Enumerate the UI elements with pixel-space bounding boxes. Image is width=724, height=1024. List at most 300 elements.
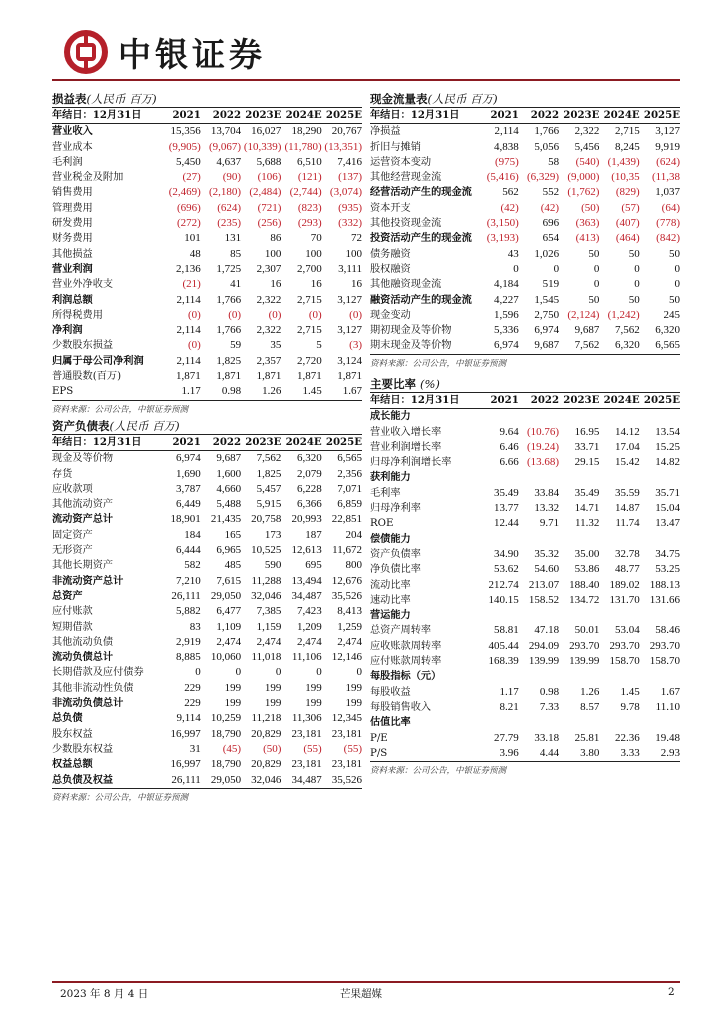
section-row xyxy=(370,470,680,485)
table-row xyxy=(52,665,362,680)
table-header-row xyxy=(370,393,680,409)
cell-value: 188.13 xyxy=(649,578,680,591)
cell-value: 0 xyxy=(513,262,519,275)
cell-value: 8.21 xyxy=(499,700,519,713)
cashflow-table xyxy=(370,108,680,355)
row-label: 净损益 xyxy=(370,126,401,138)
balance-table xyxy=(52,435,362,789)
cell-value: 8,245 xyxy=(614,140,640,153)
cell-value: 199 xyxy=(305,697,322,710)
cell-value: 0 xyxy=(553,262,560,275)
cell-value: 35.71 xyxy=(655,486,680,499)
cell-value: 5,915 xyxy=(256,498,282,511)
table-row xyxy=(52,528,362,543)
cell-value: 35.59 xyxy=(614,486,640,499)
cell-value: 11.32 xyxy=(575,517,600,530)
cell-value: 53.25 xyxy=(655,563,680,576)
row-label: ROE xyxy=(370,518,394,530)
cell-value: 10,525 xyxy=(251,544,282,557)
cell-value: 12,676 xyxy=(331,574,362,587)
cell-value: 53.86 xyxy=(574,563,600,576)
cell-value: 7,071 xyxy=(337,482,362,495)
cell-value: 134.72 xyxy=(569,593,600,606)
cell-value xyxy=(640,470,680,485)
cell-value: (540) xyxy=(575,155,600,168)
cell-value: 590 xyxy=(264,559,282,572)
cell-value: (11,780) xyxy=(284,140,322,153)
cell-value xyxy=(519,470,559,485)
cell-value: 50 xyxy=(669,247,680,260)
row-label: 管理费用 xyxy=(52,202,93,214)
cell-value: 654 xyxy=(542,232,560,245)
row-label: 流动比率 xyxy=(370,579,411,591)
cell-value xyxy=(479,470,519,485)
cell-value: 1.45 xyxy=(302,385,322,398)
section-row xyxy=(370,532,680,547)
cell-value: (829) xyxy=(615,186,640,199)
cell-value: 7.33 xyxy=(539,700,560,713)
cell-value: 34,487 xyxy=(291,589,322,602)
cell-value: 2,700 xyxy=(296,262,322,275)
table-row xyxy=(52,742,362,757)
row-label: 其他融资现金流 xyxy=(370,279,442,291)
table-header-row xyxy=(52,435,362,451)
cell-value: (10,35 xyxy=(611,171,640,184)
cell-value xyxy=(599,608,639,623)
cell-value: (624) xyxy=(656,155,680,168)
income-statement xyxy=(52,91,362,417)
cell-value: 25.81 xyxy=(574,731,600,744)
table-row xyxy=(52,277,362,292)
cell-value: 9,687 xyxy=(574,324,600,337)
cell-value: 184 xyxy=(184,528,201,541)
cell-value: 35.49 xyxy=(574,486,600,499)
table-row xyxy=(52,140,362,155)
cell-value: (3,074) xyxy=(329,186,362,199)
header-year: 2025E xyxy=(643,109,680,121)
cell-value xyxy=(640,715,680,730)
row-label: 净负债比率 xyxy=(370,564,421,576)
row-label: 营业利润 xyxy=(52,262,93,275)
cell-value: (363) xyxy=(575,217,600,230)
cell-value: 18,290 xyxy=(291,125,322,138)
cell-value: (935) xyxy=(338,201,362,214)
cell-value: 2,114 xyxy=(176,293,201,306)
table-row xyxy=(370,654,680,669)
cell-value: 34.75 xyxy=(655,547,680,560)
table-row xyxy=(370,201,680,216)
cell-value: (0) xyxy=(308,308,322,321)
cell-value: 16,997 xyxy=(170,727,201,740)
cell-value: 2,919 xyxy=(176,635,201,648)
cell-value: 13.54 xyxy=(655,425,680,438)
cell-value: (293) xyxy=(297,217,322,230)
cell-value: 47.18 xyxy=(534,624,560,637)
row-label: 流动资产总计 xyxy=(52,513,114,526)
cell-value: 0 xyxy=(235,666,242,679)
cell-value: 100 xyxy=(264,247,282,260)
cell-value: 100 xyxy=(305,247,322,260)
row-label: 运营资本变动 xyxy=(370,156,432,168)
cell-value: 29,050 xyxy=(210,589,242,602)
cell-value: 0.98 xyxy=(221,385,242,398)
row-label: 非流动负债总计 xyxy=(52,697,124,710)
cell-value: (823) xyxy=(297,201,322,214)
cell-value: 213.07 xyxy=(528,578,560,591)
cell-value: 10,060 xyxy=(210,651,242,664)
header-year: 2022 xyxy=(530,109,560,121)
cell-value: 6,965 xyxy=(216,544,242,557)
cell-value: (407) xyxy=(615,217,640,230)
row-label: 归母净利率 xyxy=(370,503,421,515)
cell-value: 26,111 xyxy=(171,589,201,602)
row-label: 总资产 xyxy=(52,589,83,602)
table-row xyxy=(370,185,680,200)
cell-value: 22,851 xyxy=(331,513,362,526)
cell-value: 32,046 xyxy=(251,589,282,602)
cell-value: 800 xyxy=(345,559,362,572)
cell-value: 35.00 xyxy=(574,547,600,560)
table-row xyxy=(52,589,362,604)
cell-value: 50 xyxy=(628,247,640,260)
table-row xyxy=(52,231,362,246)
table-row xyxy=(370,425,680,440)
cell-value: 582 xyxy=(184,559,201,572)
cell-value: 8,413 xyxy=(337,605,362,618)
row-label: 少数股东权益 xyxy=(52,743,114,755)
cell-value: (21) xyxy=(182,278,201,291)
table-row xyxy=(370,277,680,292)
cell-value: 2,720 xyxy=(296,354,322,367)
cell-value: 5 xyxy=(316,339,322,352)
cell-value: (0) xyxy=(228,308,242,321)
table-row xyxy=(52,451,362,467)
table-row xyxy=(52,482,362,497)
cell-value: 2,307 xyxy=(256,262,282,275)
row-label: 研发费用 xyxy=(52,218,93,230)
cell-value: 1,545 xyxy=(534,293,560,306)
cell-value xyxy=(599,669,639,684)
cell-value: 212.74 xyxy=(488,578,519,591)
cell-value: 158.52 xyxy=(528,593,560,606)
cell-value: 5,056 xyxy=(534,140,560,153)
cell-value: 6,320 xyxy=(296,452,322,465)
cell-value: (3) xyxy=(349,339,362,352)
cell-value: 1,871 xyxy=(337,370,362,383)
cell-value: (721) xyxy=(257,201,282,214)
row-label: 无形资产 xyxy=(52,545,93,557)
table-row xyxy=(52,201,362,216)
cell-value: 6,974 xyxy=(534,324,560,337)
cell-value: 6,974 xyxy=(494,339,519,352)
cell-value xyxy=(559,715,599,730)
balance-title: 资产负债表(人民币 百万) xyxy=(52,418,362,435)
cell-value: 8,885 xyxy=(176,651,201,664)
row-label: 现金变动 xyxy=(370,309,411,321)
cell-value: 34.90 xyxy=(494,547,519,560)
cell-value: 35,526 xyxy=(331,773,362,786)
table-row xyxy=(52,558,362,573)
cell-value: 5,336 xyxy=(494,324,519,337)
row-label: 其他损益 xyxy=(52,248,93,260)
cell-value: 552 xyxy=(542,186,560,199)
cell-value: (90) xyxy=(222,171,242,184)
table-row xyxy=(52,696,362,711)
cell-value: 1,871 xyxy=(296,370,322,383)
cell-value: 6,444 xyxy=(176,544,201,557)
header-year: 2022 xyxy=(530,394,560,406)
table-row xyxy=(52,757,362,772)
row-label: 权益总额 xyxy=(52,758,93,771)
cell-value: 4,660 xyxy=(216,482,242,495)
row-label: 营业外净收支 xyxy=(52,279,114,291)
cell-value: 1,871 xyxy=(256,370,282,383)
row-label: 估值比率 xyxy=(370,716,411,729)
cell-value xyxy=(559,532,599,547)
row-label: 毛利润 xyxy=(52,156,83,168)
cell-value: 11,288 xyxy=(251,574,282,587)
cell-value: 1,690 xyxy=(176,467,201,480)
table-row xyxy=(370,170,680,185)
table-row xyxy=(370,216,680,231)
row-label: 股东权益 xyxy=(52,728,93,740)
table-row xyxy=(370,338,680,354)
header-label: 年结日：12月31日 xyxy=(52,109,142,121)
cell-value: 100 xyxy=(345,247,362,260)
cell-value: 15.25 xyxy=(655,440,680,453)
cell-value: 53.62 xyxy=(494,563,519,576)
cell-value: 131 xyxy=(224,232,242,245)
cell-value: 1,159 xyxy=(256,620,282,633)
table-row xyxy=(52,124,362,140)
table-row xyxy=(370,124,680,140)
cell-value: 7,562 xyxy=(256,452,282,465)
cell-value: 59 xyxy=(230,339,242,352)
table-row xyxy=(370,155,680,170)
cell-value: 54.60 xyxy=(534,563,560,576)
cell-value: 199 xyxy=(264,697,282,710)
cell-value: 53.04 xyxy=(614,624,640,637)
cell-value: (3,193) xyxy=(486,232,519,245)
table-row xyxy=(52,650,362,665)
cell-value: (42) xyxy=(540,201,560,214)
cell-value: 11,306 xyxy=(291,712,322,725)
cell-value xyxy=(559,409,599,425)
cell-value: 20,758 xyxy=(251,513,282,526)
cell-value: 16.95 xyxy=(574,425,600,438)
table-row xyxy=(370,516,680,531)
cell-value: 11.10 xyxy=(655,700,680,713)
cell-value: 0 xyxy=(634,278,640,291)
cell-value: 31 xyxy=(189,742,201,755)
cell-value xyxy=(519,532,559,547)
cell-value: 2,474 xyxy=(256,635,282,648)
cell-value: 405.44 xyxy=(488,639,519,652)
row-label: 营业收入 xyxy=(52,125,93,138)
cell-value: 1,109 xyxy=(216,620,242,633)
cell-value: 5,450 xyxy=(176,155,201,168)
cell-value: 6,449 xyxy=(176,498,201,511)
cell-value: 0 xyxy=(316,666,322,679)
cell-value: (50) xyxy=(263,742,282,755)
table-header-row xyxy=(370,108,680,124)
row-label: 现金及等价物 xyxy=(52,453,114,465)
cell-value: 0.98 xyxy=(539,685,560,698)
row-label: EPS xyxy=(52,386,74,398)
table-row xyxy=(370,746,680,762)
row-label: 应收款项 xyxy=(52,483,93,495)
row-label: 短期借款 xyxy=(52,621,93,633)
row-label: 其他流动资产 xyxy=(52,499,114,511)
section-row xyxy=(370,409,680,425)
cell-value: 20,993 xyxy=(291,513,322,526)
cell-value xyxy=(559,669,599,684)
cell-value: 33.84 xyxy=(534,486,560,499)
cell-value xyxy=(519,669,559,684)
table-row xyxy=(52,185,362,200)
cell-value: 1,725 xyxy=(216,262,242,275)
cell-value: 1,026 xyxy=(534,247,560,260)
cell-value: (2,744) xyxy=(289,186,322,199)
cell-value: 165 xyxy=(224,528,242,541)
table-row xyxy=(370,293,680,308)
row-label: 其他长期资产 xyxy=(52,560,114,572)
cell-value: 188.40 xyxy=(569,578,600,591)
cell-value: 3,127 xyxy=(337,324,362,337)
cell-value: 293.70 xyxy=(649,639,680,652)
cell-value: 3,787 xyxy=(176,482,201,495)
cell-value: 13.77 xyxy=(494,502,519,515)
row-label: 总资产周转率 xyxy=(370,625,432,637)
cell-value: 11,018 xyxy=(251,651,282,664)
cell-value: 131.66 xyxy=(649,593,680,606)
table-row xyxy=(52,620,362,635)
cell-value: (413) xyxy=(575,232,600,245)
row-label: 营业成本 xyxy=(52,141,93,153)
cell-value: 23,181 xyxy=(291,758,322,771)
header-year: 2022 xyxy=(212,436,242,448)
cell-value: 1,037 xyxy=(655,186,680,199)
cell-value: (2,484) xyxy=(249,186,282,199)
footer-date: 2023 年 8 月 4 日 xyxy=(60,988,149,1000)
cell-value: (50) xyxy=(581,201,600,214)
cell-value: 245 xyxy=(663,308,680,321)
cell-value: (235) xyxy=(217,217,242,230)
cell-value: (0) xyxy=(268,308,282,321)
row-label: 归属于母公司净利润 xyxy=(52,354,144,367)
table-row xyxy=(52,155,362,170)
cell-value: (13.68) xyxy=(527,456,560,469)
cell-value: (0) xyxy=(187,339,201,352)
cell-value: 3.96 xyxy=(499,746,519,759)
row-label: 应付账款 xyxy=(52,606,93,618)
cell-value: 11.74 xyxy=(615,517,640,530)
table-row xyxy=(52,635,362,650)
row-label: 成长能力 xyxy=(370,410,411,423)
ratios-table xyxy=(370,393,680,762)
cell-value: (2,469) xyxy=(168,186,201,199)
cell-value: 11,218 xyxy=(251,712,282,725)
cell-value: (11,38 xyxy=(651,171,680,184)
cell-value: (0) xyxy=(187,308,201,321)
cell-value: (55) xyxy=(343,742,362,755)
header-year: 2023E xyxy=(245,109,282,121)
table-row xyxy=(52,727,362,742)
row-label: 长期借款及应付债券 xyxy=(52,667,144,679)
cell-value: (778) xyxy=(656,217,680,230)
header-year: 2024E xyxy=(603,109,640,121)
cell-value: 3,127 xyxy=(655,125,680,138)
cell-value: (1,762) xyxy=(567,186,600,199)
brand-name: 中银证券 xyxy=(118,34,266,74)
table-row xyxy=(52,604,362,619)
cell-value: 158.70 xyxy=(649,655,680,668)
cell-value: (10.76) xyxy=(527,425,560,438)
table-row xyxy=(370,455,680,470)
cell-value: 293.70 xyxy=(609,639,640,652)
cell-value: 3,124 xyxy=(337,354,362,367)
cell-value: 50 xyxy=(669,293,680,306)
cell-value: 16 xyxy=(310,278,322,291)
cell-value: 2.93 xyxy=(660,746,680,759)
cell-value xyxy=(599,715,639,730)
row-label: 期末现金及等价物 xyxy=(370,340,452,352)
cell-value: 140.15 xyxy=(488,593,519,606)
cell-value: (106) xyxy=(257,171,282,184)
cell-value: 41 xyxy=(230,278,242,291)
cell-value: 6,320 xyxy=(655,324,680,337)
cell-value: 139.99 xyxy=(528,655,560,668)
cell-value: 2,356 xyxy=(337,467,362,480)
row-label: 每股销售收入 xyxy=(370,701,432,713)
cell-value: 1.17 xyxy=(181,385,201,398)
cell-value: 34,487 xyxy=(291,773,322,786)
row-label: 其他非流动性负债 xyxy=(52,682,134,694)
table-row xyxy=(52,384,362,400)
cell-value: 2,322 xyxy=(256,293,282,306)
cell-value: 15,356 xyxy=(170,125,201,138)
row-label: 速动比率 xyxy=(370,594,411,606)
row-label: 期初现金及等价物 xyxy=(370,325,452,337)
cell-value: 16 xyxy=(270,278,282,291)
cell-value: 1,871 xyxy=(176,370,201,383)
row-label: 资产负债率 xyxy=(370,548,421,560)
table-row xyxy=(370,247,680,262)
cell-value xyxy=(640,409,680,425)
cell-value: 33.18 xyxy=(534,731,560,744)
row-label: 营业税金及附加 xyxy=(52,172,124,184)
cell-value: (624) xyxy=(217,201,242,214)
cell-value: (696) xyxy=(176,201,201,214)
table-row xyxy=(52,170,362,185)
cell-value: 9,114 xyxy=(176,712,201,725)
cell-value: 1,259 xyxy=(337,620,362,633)
table-row xyxy=(52,354,362,369)
cell-value: 29.15 xyxy=(574,456,600,469)
cell-value: 1,871 xyxy=(216,370,242,383)
cell-value: 199 xyxy=(305,681,322,694)
cell-value: 5,688 xyxy=(256,155,282,168)
cell-value: 48 xyxy=(189,247,201,260)
cell-value: 1,596 xyxy=(494,308,519,321)
cell-value xyxy=(559,470,599,485)
cell-value xyxy=(559,608,599,623)
cell-value: 5,882 xyxy=(176,605,201,618)
cell-value: 8.57 xyxy=(580,700,600,713)
cell-value: 229 xyxy=(184,697,201,710)
cell-value: 519 xyxy=(542,278,560,291)
cell-value: 7,416 xyxy=(337,155,362,168)
